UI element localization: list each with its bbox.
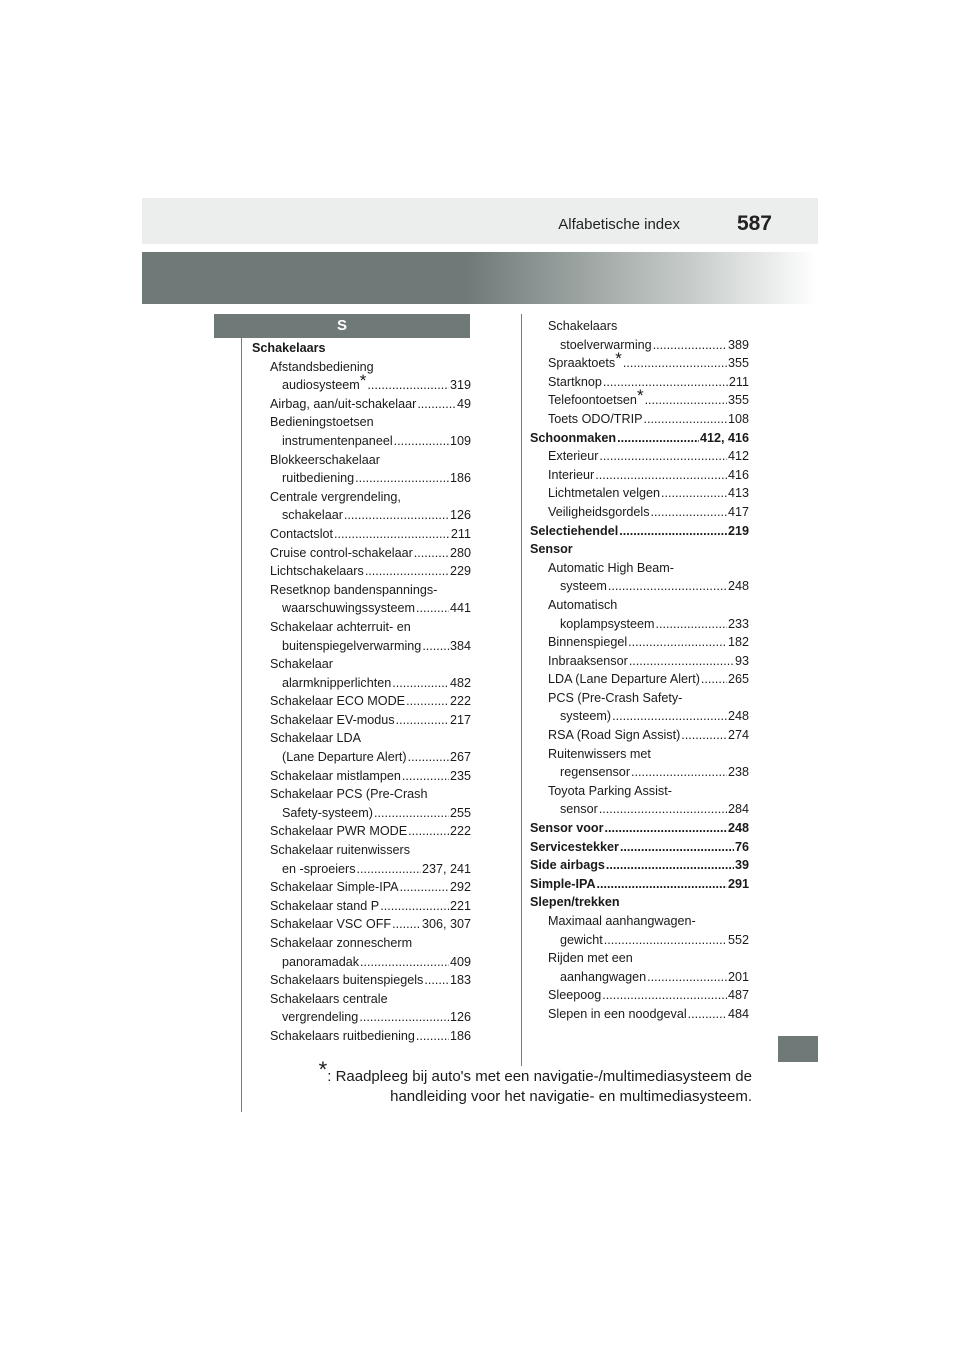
entry-page-ref: 126 <box>449 508 471 523</box>
entry-page-ref: 487 <box>727 988 749 1003</box>
page-number: 587 <box>736 212 772 235</box>
entry-term: Side airbags <box>530 858 605 873</box>
entry-term: Telefoontoetsen <box>548 393 637 408</box>
entry-term: Lichtschakelaars <box>270 564 364 579</box>
section-letter: S <box>336 317 347 334</box>
index-entry <box>530 726 749 745</box>
index-entry: Spraaktoets * ..... 355 <box>530 354 749 373</box>
entry-term: Sensor <box>530 542 573 557</box>
entry-page-ref: 186 <box>449 471 471 486</box>
dot-leader <box>604 931 727 950</box>
entry-term: Schoonmaken <box>530 430 617 445</box>
dot-leader <box>394 432 449 451</box>
entry-page-ref: 255 <box>449 805 471 820</box>
entry-term: Inbraaksensor <box>548 653 628 668</box>
dot-leader <box>357 860 421 879</box>
dot-leader <box>396 711 449 730</box>
index-entry <box>530 1005 749 1024</box>
entry-term: Toets ODO/TRIP <box>548 411 643 426</box>
dot-leader <box>416 1027 449 1046</box>
index-entry <box>252 860 471 879</box>
index-entry <box>252 451 471 470</box>
index-entry <box>252 562 471 581</box>
dot-leader <box>414 544 449 563</box>
index-entry <box>530 893 749 912</box>
footnote-marker: * <box>318 1057 328 1082</box>
index-entry <box>530 931 749 950</box>
entry-page-ref: 417 <box>727 504 749 519</box>
index-column-right <box>530 317 749 1024</box>
entry-page-ref: 409 <box>449 954 471 969</box>
dot-leader <box>344 506 449 525</box>
entry-term: Centrale vergrendeling, <box>270 489 401 504</box>
index-entry <box>252 544 471 563</box>
header-band <box>142 252 818 304</box>
dot-leader <box>602 986 727 1005</box>
entry-page-ref: 222 <box>449 824 471 839</box>
entry-page-ref: 248 <box>727 579 749 594</box>
entry-page-ref: 412, 416 <box>699 430 749 445</box>
entry-term: buitenspiegelverwarming <box>282 638 422 653</box>
index-entry <box>252 878 471 897</box>
left-margin-rule <box>241 314 242 1112</box>
entry-page-ref: 108 <box>727 411 749 426</box>
dot-leader <box>661 484 727 503</box>
index-entry <box>252 971 471 990</box>
entry-term: panoramadak <box>282 954 360 969</box>
index-entry <box>252 339 471 358</box>
entry-term: Sleepoog <box>548 988 602 1003</box>
dot-leader <box>645 391 727 410</box>
entry-page-ref: 389 <box>727 337 749 352</box>
entry-term: RSA (Road Sign Assist) <box>548 728 681 743</box>
dot-leader <box>629 652 734 671</box>
index-entry <box>252 599 471 618</box>
dot-leader <box>647 968 727 987</box>
dot-leader <box>656 615 727 634</box>
entry-page-ref: 211 <box>450 526 471 541</box>
index-entry <box>530 652 749 671</box>
entry-term: Exterieur <box>548 449 599 464</box>
index-entry <box>252 990 471 1009</box>
entry-term: Schakelaar PWR MODE <box>270 824 408 839</box>
index-entry <box>530 317 749 336</box>
entry-page-ref: 441 <box>449 601 471 616</box>
index-entry <box>252 785 471 804</box>
dot-leader <box>651 503 727 522</box>
entry-term: Schakelaar Simple-IPA <box>270 880 399 895</box>
entry-term: Simple-IPA <box>530 876 596 891</box>
entry-page-ref: 235 <box>449 768 471 783</box>
entry-term: Binnenspiegel <box>548 635 628 650</box>
entry-term: Slepen/trekken <box>530 895 620 910</box>
entry-page-ref: 183 <box>449 973 471 988</box>
entry-term: Bedieningstoetsen <box>270 415 374 430</box>
entry-page-ref: 267 <box>449 750 471 765</box>
index-entry <box>530 949 749 968</box>
entry-page-ref: 319 <box>449 378 471 393</box>
dot-leader <box>620 838 734 857</box>
entry-term: Maximaal aanhangwagen- <box>548 914 696 928</box>
entry-term: Schakelaar EV-modus <box>270 712 395 727</box>
dot-leader <box>608 577 727 596</box>
index-entry <box>530 986 749 1005</box>
entry-page-ref: 211 <box>728 374 749 389</box>
dot-leader <box>631 763 727 782</box>
dot-leader <box>643 410 727 429</box>
dot-leader <box>681 726 727 745</box>
index-entry <box>252 915 471 934</box>
dot-leader <box>688 1005 727 1024</box>
index-entry <box>530 838 749 857</box>
dot-leader <box>408 748 449 767</box>
dot-leader <box>417 395 456 414</box>
index-entry <box>530 484 749 503</box>
entry-page-ref: 248 <box>727 709 749 724</box>
entry-term: Ruitenwissers met <box>548 746 651 761</box>
entry-term: Lichtmetalen velgen <box>548 486 661 501</box>
entry-page-ref: 39 <box>734 858 749 873</box>
entry-page-ref: 274 <box>727 728 749 743</box>
index-entry <box>252 488 471 507</box>
entry-term: Interieur <box>548 467 595 482</box>
entry-term: ruitbediening <box>282 471 355 486</box>
index-column-left <box>252 339 471 1046</box>
footnote-line-1: : Raadpleeg bij auto's met een navigatie-/multimediasysteem de <box>327 1068 752 1085</box>
dot-leader <box>597 875 727 894</box>
entry-term: schakelaar <box>282 508 343 523</box>
index-entry <box>530 615 749 634</box>
index-entry <box>252 395 471 414</box>
column-divider <box>521 314 522 1066</box>
dot-leader <box>367 376 449 395</box>
page-header <box>142 198 818 244</box>
index-entry <box>252 1008 471 1027</box>
entry-term: Schakelaar PCS (Pre-Crash <box>270 787 428 802</box>
entry-term: Schakelaar zonnescherm <box>270 936 413 950</box>
index-entry <box>530 689 749 708</box>
entry-term: regensensor <box>560 765 631 780</box>
index-entry <box>530 670 749 689</box>
entry-term: Schakelaar mistlampen <box>270 768 401 783</box>
index-entry <box>530 410 749 429</box>
entry-page-ref: 219 <box>727 523 749 538</box>
entry-term: Slepen in een noodgeval <box>548 1006 687 1021</box>
entry-page-ref: 109 <box>449 433 471 448</box>
dot-leader <box>599 447 727 466</box>
entry-term: Schakelaar achterruit- en <box>270 619 411 634</box>
footnote <box>300 1057 752 1107</box>
index-entry <box>530 745 749 764</box>
entry-term: Automatic High Beam- <box>548 560 674 575</box>
index-entry <box>252 637 471 656</box>
entry-page-ref: 182 <box>727 635 749 650</box>
entry-page-ref: 292 <box>449 880 471 895</box>
entry-term: Schakelaars <box>252 341 326 355</box>
index-entry <box>530 633 749 652</box>
index-entry <box>252 711 471 730</box>
index-entry <box>252 953 471 972</box>
entry-term: Schakelaar stand P <box>270 898 380 913</box>
entry-term: Schakelaar VSC OFF <box>270 917 392 932</box>
entry-page-ref: 76 <box>734 839 749 854</box>
dot-leader <box>380 897 449 916</box>
entry-term: audiosysteem <box>282 378 360 393</box>
entry-term: instrumentenpaneel <box>282 433 393 448</box>
entry-page-ref: 222 <box>449 694 471 709</box>
dot-leader <box>595 466 727 485</box>
entry-term: Safety-systeem) <box>282 805 373 820</box>
index-entry <box>530 540 749 559</box>
entry-term: Schakelaars buitenspiegels <box>270 973 424 988</box>
index-entry <box>252 841 471 860</box>
dot-leader <box>628 633 727 652</box>
dot-leader <box>374 804 449 823</box>
dot-leader <box>612 707 727 726</box>
entry-term: koplampsysteem <box>560 616 655 631</box>
entry-term: Servicestekker <box>530 839 619 854</box>
entry-term: alarmknipperlichten <box>282 675 392 690</box>
entry-term: Spraaktoets <box>548 356 616 371</box>
entry-page-ref: 49 <box>456 396 471 411</box>
index-entry <box>252 413 471 432</box>
entry-term: LDA (Lane Departure Alert) <box>548 672 700 687</box>
entry-term: Rijden met een <box>548 951 633 966</box>
entry-term: Cruise control-schakelaar <box>270 545 413 560</box>
index-entry <box>530 912 749 931</box>
entry-page-ref: 248 <box>727 821 749 836</box>
dot-leader <box>619 522 727 541</box>
entry-term: Resetknop bandenspannings- <box>270 582 438 597</box>
entry-term: Sensor voor <box>530 821 604 836</box>
dot-leader <box>422 637 449 656</box>
entry-term: Startknop <box>548 374 602 389</box>
entry-page-ref: 186 <box>449 1028 471 1043</box>
entry-term: waarschuwingssysteem <box>282 601 415 616</box>
entry-term: Schakelaar ruitenwissers <box>270 843 410 858</box>
index-entry: Telefoontoetsen * ..... 355 <box>530 391 749 410</box>
index-entry <box>530 782 749 801</box>
entry-page-ref: 306, 307 <box>421 917 471 932</box>
dot-leader <box>653 336 727 355</box>
index-entry <box>252 897 471 916</box>
index-entry <box>530 522 749 541</box>
entry-term: (Lane Departure Alert) <box>282 750 407 765</box>
index-entry <box>252 506 471 525</box>
entry-term: vergrendeling <box>282 1010 359 1025</box>
entry-page-ref: 229 <box>449 564 471 579</box>
entry-page-ref: 384 <box>449 638 471 653</box>
entry-term: Blokkeerschakelaar <box>270 452 380 467</box>
dot-leader <box>360 953 449 972</box>
index-entry <box>530 819 749 838</box>
entry-page-ref: 412 <box>727 449 749 464</box>
entry-page-ref: 201 <box>727 969 749 984</box>
entry-term: Airbag, aan/uit-schakelaar <box>270 396 417 411</box>
entry-page-ref: 221 <box>449 898 471 913</box>
entry-term: stoelverwarming <box>560 337 652 352</box>
index-entry <box>252 618 471 637</box>
index-entry <box>252 804 471 823</box>
entry-term: Schakelaar LDA <box>270 731 362 746</box>
index-entry <box>252 748 471 767</box>
index-entry <box>252 822 471 841</box>
index-entry <box>252 674 471 693</box>
dot-leader <box>400 878 449 897</box>
entry-term: Automatisch <box>548 597 618 612</box>
dot-leader <box>392 915 421 934</box>
entry-term: sensor <box>560 802 598 817</box>
dot-leader <box>416 599 449 618</box>
index-entry <box>252 469 471 488</box>
entry-term: en -sproeiers <box>282 861 356 876</box>
index-entry <box>252 767 471 786</box>
entry-term: Selectiehendel <box>530 523 619 538</box>
index-entry <box>530 466 749 485</box>
entry-term: Toyota Parking Assist- <box>548 783 672 798</box>
entry-page-ref: 237, 241 <box>421 861 471 876</box>
entry-term: systeem) <box>560 709 612 724</box>
index-entry <box>252 729 471 748</box>
dot-leader <box>365 562 449 581</box>
entry-page-ref: 217 <box>449 712 471 727</box>
entry-page-ref: 482 <box>449 675 471 690</box>
index-entry <box>530 577 749 596</box>
dot-leader <box>617 429 699 448</box>
entry-term: Veiligheidsgordels <box>548 504 650 519</box>
footnote-line-2: handleiding voor het navigatie- en multimediasysteem. <box>390 1088 752 1105</box>
index-entry <box>530 336 749 355</box>
dot-leader <box>701 670 727 689</box>
dot-leader <box>424 971 449 990</box>
dot-leader <box>599 800 727 819</box>
index-entry <box>530 596 749 615</box>
entry-page-ref: 233 <box>727 616 749 631</box>
index-entry <box>530 800 749 819</box>
index-entry <box>530 429 749 448</box>
entry-page-ref: 265 <box>727 672 749 687</box>
dot-leader <box>623 354 727 373</box>
entry-term: Schakelaars centrale <box>270 991 388 1006</box>
entry-term: Schakelaars ruitbediening <box>270 1028 415 1043</box>
index-entry <box>530 968 749 987</box>
dot-leader <box>408 822 449 841</box>
index-entry <box>252 1027 471 1046</box>
entry-page-ref: 484 <box>727 1006 749 1021</box>
entry-term: Schakelaar ECO MODE <box>270 694 406 709</box>
dot-leader <box>402 767 449 786</box>
dot-leader <box>359 1008 449 1027</box>
entry-page-ref: 416 <box>727 467 749 482</box>
entry-page-ref: 413 <box>727 486 749 501</box>
dot-leader <box>355 469 449 488</box>
entry-page-ref: 552 <box>727 932 749 947</box>
index-entry <box>530 875 749 894</box>
index-entry <box>530 856 749 875</box>
entry-page-ref: 355 <box>727 356 749 371</box>
entry-page-ref: 291 <box>727 876 749 891</box>
index-entry <box>530 707 749 726</box>
entry-term: Afstandsbediening <box>270 359 374 374</box>
dot-leader <box>334 525 450 544</box>
entry-term: PCS (Pre-Crash Safety- <box>548 690 683 705</box>
entry-term: Schakelaars <box>548 319 618 333</box>
entry-page-ref: 355 <box>727 393 749 408</box>
entry-term: systeem <box>560 579 607 594</box>
index-entry <box>252 432 471 451</box>
dot-leader <box>603 373 728 392</box>
index-entry <box>252 934 471 953</box>
dot-leader <box>606 856 734 875</box>
entry-term: Contactslot <box>270 526 333 541</box>
index-entry <box>252 581 471 600</box>
entry-term: gewicht <box>560 932 603 947</box>
entry-term: aanhangwagen <box>560 969 647 984</box>
entry-term: Schakelaar <box>270 657 334 672</box>
index-entry <box>252 655 471 674</box>
index-entry <box>530 447 749 466</box>
index-entry <box>252 692 471 711</box>
index-entry <box>252 525 471 544</box>
header-title: Alfabetische index <box>558 216 680 233</box>
entry-page-ref: 238 <box>727 765 749 780</box>
entry-page-ref: 280 <box>449 545 471 560</box>
dot-leader <box>406 692 449 711</box>
index-entry <box>530 503 749 522</box>
index-entry <box>530 763 749 782</box>
index-entry: audiosysteem * ..... 319 <box>252 376 471 395</box>
entry-page-ref: 284 <box>727 802 749 817</box>
section-heading <box>214 314 470 338</box>
index-entry <box>530 559 749 578</box>
entry-page-ref: 126 <box>449 1010 471 1025</box>
dot-leader <box>392 674 449 693</box>
dot-leader <box>604 819 727 838</box>
entry-page-ref: 93 <box>734 653 749 668</box>
thumb-tab <box>778 1036 818 1062</box>
